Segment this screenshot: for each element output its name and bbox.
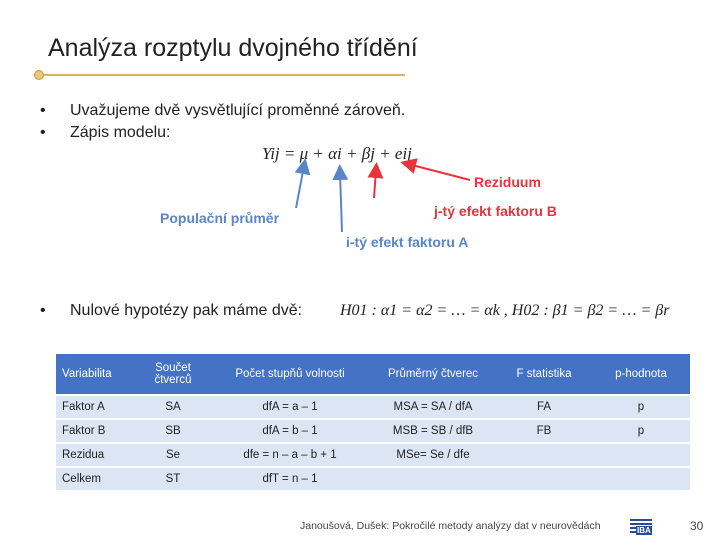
table-row [56,420,690,442]
bullet-icon: • [40,124,46,141]
bullet-icon: • [40,102,46,119]
model-formula: Yij = μ + αi + βj + eij [262,144,412,163]
table-cell [592,444,690,466]
table-header-row [56,354,690,394]
annotation-factor-a: i-tý efekt faktoru A [346,234,469,250]
bullet-list [40,100,405,144]
annotation-population-mean: Populační průměr [160,210,280,226]
table-cell: MSB = SB / dfB [370,420,496,442]
column-header: Variabilita [56,354,136,394]
anova-table [56,352,690,492]
bullet-text: Zápis modelu: [70,124,171,141]
arrow-population-mean [296,166,304,208]
iba-logo-text: IBA [637,526,651,535]
table-cell: SB [136,420,210,442]
column-header: Počet stupňů volnosti [210,354,370,394]
annotation-reziduum: Reziduum [474,174,541,190]
title-bullet-dot [34,70,44,80]
table-cell [370,468,496,490]
table-cell: Rezidua [56,444,136,466]
arrow-reziduum [408,164,470,180]
table-row [56,444,690,466]
arrow-factor-b [374,170,376,198]
annotation-factor-b: j-tý efekt faktoru B [434,203,557,219]
column-header: F statistika [496,354,592,394]
table-row [56,468,690,490]
table-cell: MSA = SA / dfA [370,396,496,418]
table-cell [496,468,592,490]
table-cell: FB [496,420,592,442]
title-underline [40,74,405,76]
arrow-factor-a [340,172,342,232]
bullet-icon: • [40,302,46,319]
bullet-item [40,100,405,122]
slide-title: Analýza rozptylu dvojného třídění [48,34,418,62]
table-cell: dfA = a – 1 [210,396,370,418]
column-header: Průměrný čtverec [370,354,496,394]
column-header: p-hodnota [592,354,690,394]
table-cell: Faktor A [56,396,136,418]
bullet-text: Nulové hypotézy pak máme dvě: [70,302,303,319]
table-cell [592,468,690,490]
table-cell: ST [136,468,210,490]
page-number: 30 [690,519,704,533]
table-cell: Celkem [56,468,136,490]
table-cell: p [592,420,690,442]
table-cell: dfA = b – 1 [210,420,370,442]
column-header: Součet čtverců [136,354,210,394]
table-cell: FA [496,396,592,418]
table-cell: p [592,396,690,418]
table-cell: MSe= Se / dfe [370,444,496,466]
table-cell: dfT = n – 1 [210,468,370,490]
table-row [56,396,690,418]
bullet-text: Uvažujeme dvě vysvětlující proměnné zároveň. [70,102,406,119]
table-cell: dfe = n – a – b + 1 [210,444,370,466]
footer-citation: Janoušová, Dušek: Pokročilé metody analýzy dat v neurovědách [300,520,601,532]
table-cell: Faktor B [56,420,136,442]
bullet-item [40,302,302,320]
bullet-item [40,122,405,144]
table-cell: Se [136,444,210,466]
table-cell: SA [136,396,210,418]
hypotheses-formula: H01 : α1 = α2 = … = αk , H02 : β1 = β2 = … = βr [340,302,670,319]
table-cell [496,444,592,466]
